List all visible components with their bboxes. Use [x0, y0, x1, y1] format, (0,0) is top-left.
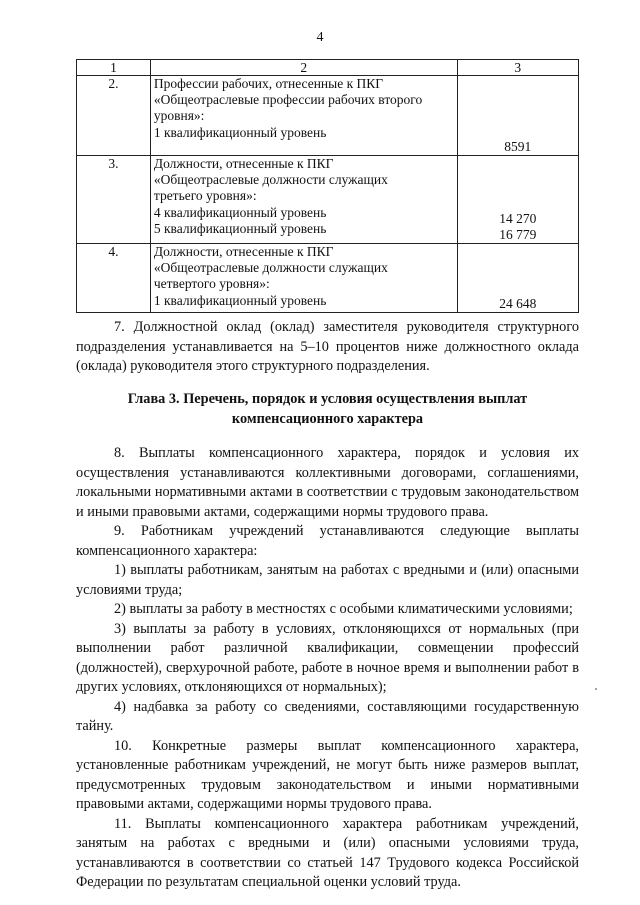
- scan-speck: [595, 688, 597, 690]
- row-line: «Общеотраслевые должности служащих: [153, 172, 388, 188]
- paragraph-11: 11. Выплаты компенсационного характера работникам учреждений, занятым на работах с вредными и (или) опасными условиями труда, устанавливаются в соответствии со статьей 147 Трудового кодекса Российской Федерации по результатам специальной оценки условий труда.: [76, 815, 579, 890]
- row-line: 1 квалификационный уровень: [153, 292, 327, 308]
- row-description: [150, 244, 457, 313]
- row-value: 24 648: [499, 295, 537, 311]
- row-number: 3.: [77, 156, 151, 244]
- row-line: третьего уровня»:: [153, 188, 257, 204]
- list-item: 1) выплаты работникам, занятым на работах с вредными и (или) опасными условиями труда;: [76, 562, 579, 598]
- row-line: «Общеотраслевые профессии рабочих второго: [153, 92, 423, 108]
- table-header-cell: 3: [457, 60, 578, 76]
- list-item: 3) выплаты за работу в условиях, отклоняющихся от нормальных (при выполнении работ различной квалификации, совмещении профессий (должностей), сверхурочной работе, работе в ночное время и выполнении работ в других условиях, отклоняющихся от нормальных);: [76, 620, 579, 695]
- table-header-cell: 2: [150, 60, 457, 76]
- salary-table: [76, 59, 579, 313]
- table-row: [77, 76, 579, 156]
- row-line: уровня»:: [153, 108, 205, 124]
- row-line: четвертого уровня»:: [153, 276, 270, 292]
- row-number: 2.: [77, 76, 151, 156]
- row-value: 8591: [504, 138, 532, 154]
- chapter-heading: [76, 390, 579, 429]
- page-number: 4: [316, 30, 324, 45]
- row-line: Должности, отнесенные к ПКГ: [153, 156, 334, 171]
- table-row: [77, 156, 579, 244]
- list-item: 4) надбавка за работу со сведениями, составляющими государственную тайну.: [76, 698, 579, 734]
- row-line: 5 квалификационный уровень: [153, 220, 327, 236]
- row-description: [150, 76, 457, 156]
- row-values: [457, 156, 578, 244]
- paragraph-7-block: [76, 318, 579, 377]
- row-line: Профессии рабочих, отнесенные к ПКГ: [153, 76, 384, 91]
- row-line: 1 квалификационный уровень: [153, 124, 327, 140]
- row-line: 4 квалификационный уровень: [153, 204, 327, 220]
- list-item: 2) выплаты за работу в местностях с особыми климатическими условиями;: [114, 601, 573, 617]
- row-value: 16 779: [499, 226, 537, 242]
- row-line: Должности, отнесенные к ПКГ: [153, 244, 334, 259]
- row-number: 4.: [77, 244, 151, 313]
- paragraph-7: 7. Должностной оклад (оклад) заместителя руководителя структурного подразделения устанавливается на 5–10 процентов ниже должностного оклада (оклада) руководителя этого структурного подразделения.: [76, 319, 579, 374]
- row-values: [457, 76, 578, 156]
- table-header-row: [77, 60, 579, 76]
- paragraph-10: 10. Конкретные размеры выплат компенсационного характера, установленные работникам учреждений, не могут быть ниже размеров выплат, предусмотренных трудовым законодательством и иными нормативными правовыми актами, содержащими нормы трудового права.: [76, 737, 579, 812]
- paragraph-8: 8. Выплаты компенсационного характера, порядок и условия их осуществления устанавливаются коллективными договорами, соглашениями, локальными нормативными актами в соответствии с трудовым законодательством и иными правовыми актами, содержащими нормы трудового права.: [76, 445, 579, 520]
- paragraph-9: 9. Работникам учреждений устанавливаются следующие выплаты компенсационного характера:: [76, 523, 579, 559]
- chapter-body: [76, 444, 579, 893]
- row-line: «Общеотраслевые должности служащих: [153, 260, 388, 276]
- table-row: [77, 244, 579, 313]
- row-values: [457, 244, 578, 313]
- chapter-heading-line: Глава 3. Перечень, порядок и условия осуществления выплат: [127, 391, 528, 407]
- row-description: [150, 156, 457, 244]
- chapter-heading-line: компенсационного характера: [231, 410, 424, 427]
- table-header-cell: 1: [77, 60, 151, 76]
- row-value: 14 270: [499, 210, 537, 226]
